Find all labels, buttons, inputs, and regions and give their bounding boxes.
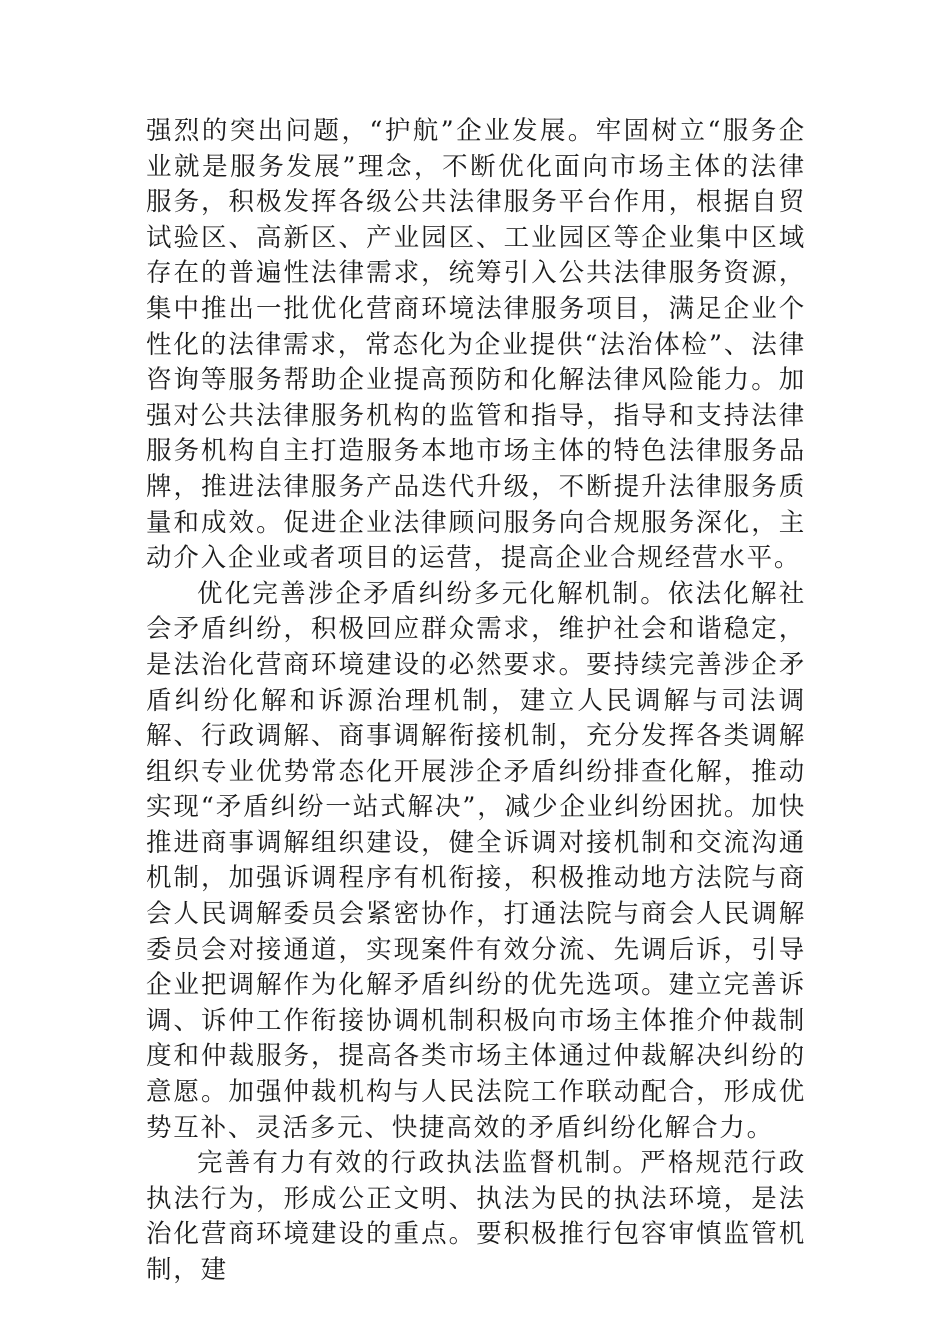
paragraph-legal-services: 强烈的突出问题，“护航”企业发展。牢固树立“服务企业就是服务发展”理念，不断优化面向市场主体的法律服务，积极发挥各级公共法律服务平台作用，根据自贸试验区、高新区、产业园区、工业园区等企业集中区域存在的普遍性法律需求，统筹引入公共法律服务资源，集中推出一批优化营商环境法律服务项目，满足企业个性化的法律需求，常态化为企业提供“法治体检”、法律咨询等服务帮助企业提高预防和化解法律风险能力。加强对公共法律服务机构的监管和指导，指导和支持法律服务机构自主打造服务本地市场主体的特色法律服务品牌，推进法律服务产品迭代升级，不断提升法律服务质量和成效。促进企业法律顾问服务向合规服务深化，主动介入企业或者项目的运营，提高企业合规经营水平。 bbox=[146, 116, 806, 574]
document-body bbox=[146, 114, 806, 1289]
paragraph-dispute-resolution: 优化完善涉企矛盾纠纷多元化解机制。依法化解社会矛盾纠纷，积极回应群众需求，维护社会和谐稳定，是法治化营商环境建设的必然要求。要持续完善涉企矛盾纠纷化解和诉源治理机制，建立人民调解与司法调解、行政调解、商事调解衔接机制，充分发挥各类调解组织专业优势常态化开展涉企矛盾纠纷排查化解，推动实现“矛盾纠纷一站式解决”，减少企业纠纷困扰。加快推进商事调解组织建设，健全诉调对接机制和交流沟通机制，加强诉调程序有机衔接，积极推动地方法院与商会人民调解委员会紧密协作，打通法院与商会人民调解委员会对接通道，实现案件有效分流、先调后诉，引导企业把调解作为化解矛盾纠纷的优先选项。建立完善诉调、诉仲工作衔接协调机制积极向市场主体推介仲裁制度和仲裁服务，提高各类市场主体通过仲裁解决纠纷的意愿。加强仲裁机构与人民法院工作联动配合，形成优势互补、灵活多元、快捷高效的矛盾纠纷化解合力。 bbox=[146, 578, 806, 1143]
paragraph-enforcement-supervision: 完善有力有效的行政执法监督机制。严格规范行政执法行为，形成公正文明、执法为民的执法环境，是法治化营商环境建设的重点。要积极推行包容审慎监管机制，建 bbox=[146, 1148, 806, 1285]
